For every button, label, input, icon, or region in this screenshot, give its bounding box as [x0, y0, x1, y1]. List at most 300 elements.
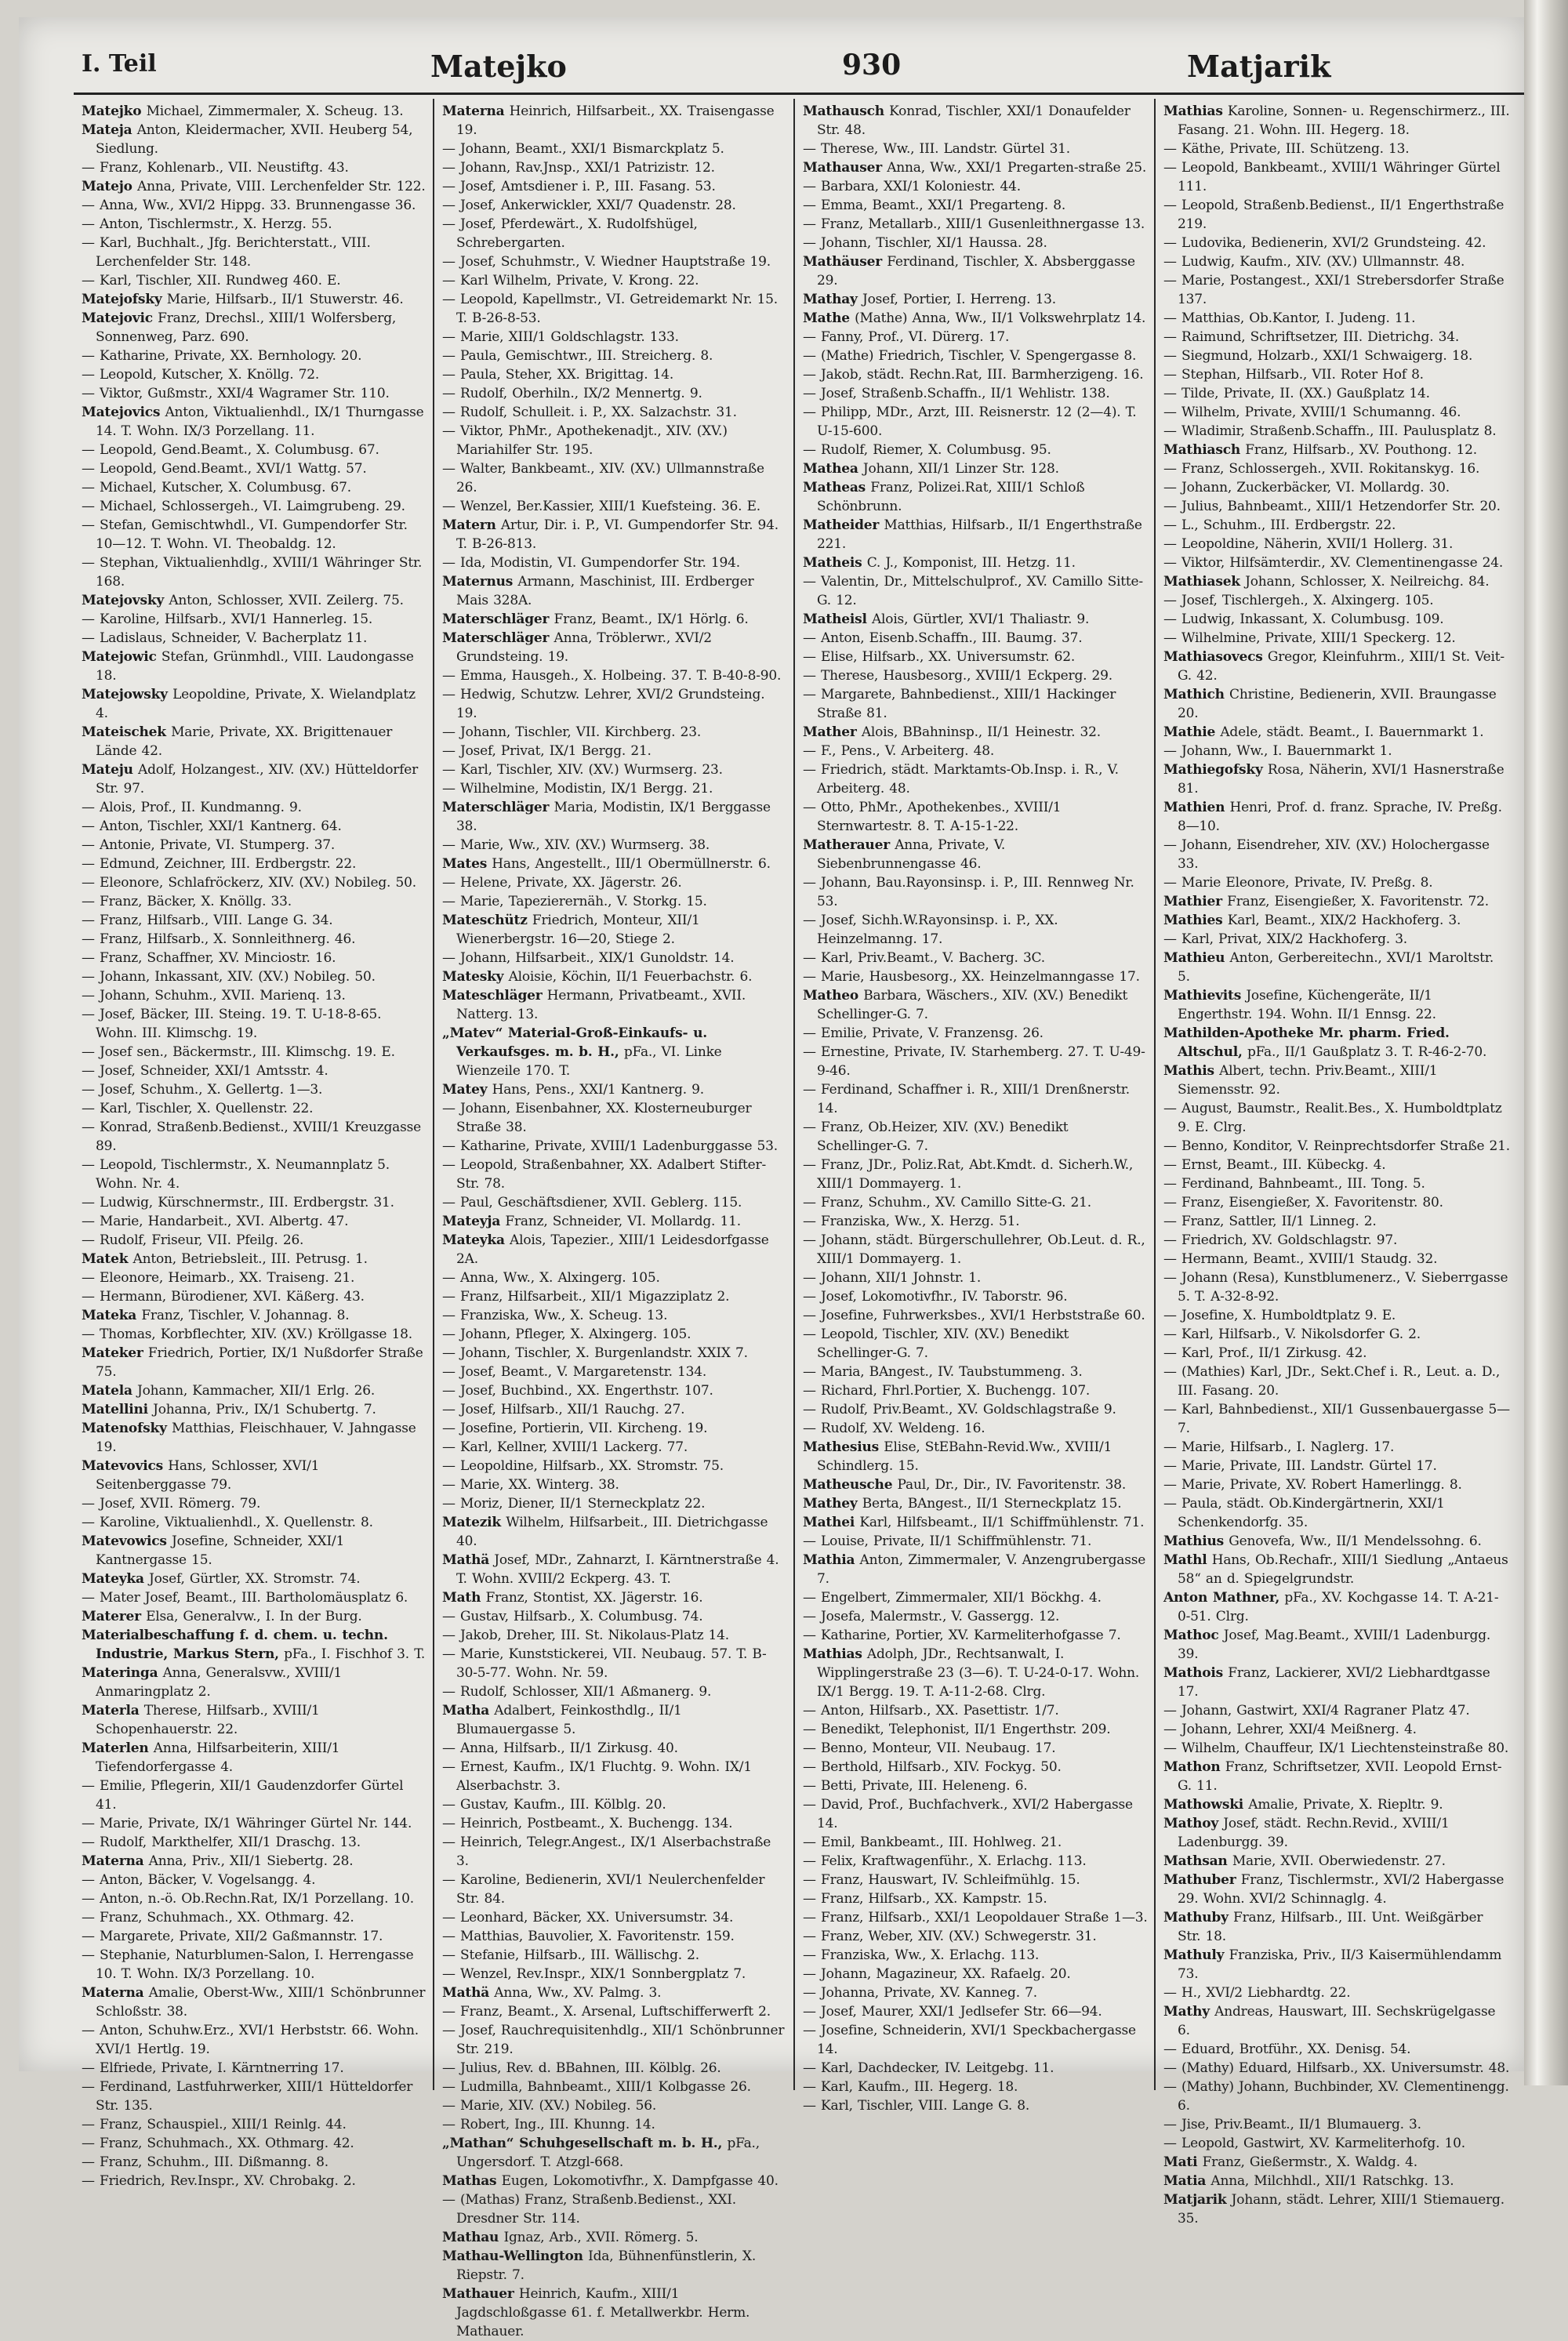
entry-surname: Mateschläger — [442, 988, 543, 1004]
entry-surname: Mathievits — [1163, 988, 1242, 1004]
directory-entry — [442, 347, 787, 365]
directory-entry — [1163, 1193, 1510, 1212]
directory-entry — [442, 723, 787, 742]
entry-details: — Paula, Gemischtwr., III. Streicherg. 8. — [442, 348, 713, 364]
directory-entry — [82, 1664, 426, 1701]
entry-surname: Mathau-Wellington — [442, 2248, 583, 2264]
entry-details: — Barbara, XXI/1 Koloniestr. 44. — [803, 179, 1021, 194]
directory-entry — [803, 798, 1148, 836]
directory-entry — [442, 1080, 787, 1099]
directory-entry — [82, 760, 426, 798]
directory-entry — [82, 855, 426, 873]
directory-entry — [442, 572, 787, 610]
entry-details: — Raimund, Schriftsetzer, III. Dietrichg. 34. — [1163, 329, 1460, 345]
directory-entry — [803, 1268, 1148, 1287]
entry-details: — Josef, Bäcker, III. Steing. 19. T. U-18-8-65. Wohn. III. Klimschg. 19. — [82, 1007, 382, 1041]
entry-details: — Johann, Ww., I. Bauernmarkt 1. — [1163, 743, 1392, 759]
directory-entry — [803, 1156, 1148, 1193]
directory-entry — [1163, 1325, 1510, 1344]
entry-details: — David, Prof., Buchfachverk., XVI/2 Habergasse 14. — [803, 1797, 1133, 1831]
entry-details: Genovefa, Ww., II/1 Mendelssohng. 6. — [1229, 1533, 1482, 1549]
entry-details: — Alois, Prof., II. Kundmanng. 9. — [82, 800, 302, 815]
entry-surname: Mateja — [82, 122, 132, 138]
directory-entry — [803, 949, 1148, 967]
directory-entry — [82, 1946, 426, 1983]
entry-details: — Viktor, PhMr., Apothekenadjt., XIV. (XV.) Mariahilfer Str. 195. — [442, 423, 728, 458]
directory-entry — [442, 855, 787, 873]
entry-details: — (Mathas) Franz, Straßenb.Bedienst., XXI. Dresdner Str. 114. — [442, 2192, 736, 2227]
entry-surname: Matejowic — [82, 649, 157, 665]
entry-details: Leopoldine, Private, X. Wielandplatz 4. — [96, 687, 416, 721]
entry-details: — Marie, XX. Winterg. 38. — [442, 1477, 619, 1493]
directory-entry — [442, 1400, 787, 1419]
entry-details: Alois, Gürtler, XVI/1 Thaliastr. 9. — [871, 612, 1090, 627]
entry-details: — Johann, Magazineur, XX. Rafaelg. 20. — [803, 1966, 1071, 1982]
directory-entry — [803, 666, 1148, 685]
entry-surname: Mathiasek — [1163, 574, 1240, 590]
column-3 — [795, 99, 1156, 2114]
entry-details: Adolf, Holzangest., XIV. (XV.) Hütteldorfer Str. 97. — [96, 762, 419, 797]
entry-details: — Franziska, Ww., X. Scheug. 13. — [442, 1308, 668, 1323]
entry-details: — Emma, Hausgeh., X. Holbeing. 37. T. B-40-8-90. — [442, 668, 782, 684]
entry-details: — Franz, Schuhmach., XX. Othmarg. 42. — [82, 1910, 354, 1925]
entry-surname: Mathauer — [442, 2286, 514, 2302]
entry-details: Hans, Angestellt., III/1 Obermüllnerstr. 6. — [492, 856, 771, 872]
directory-entry — [1163, 1946, 1510, 1983]
directory-entry — [803, 1438, 1148, 1475]
entry-details: Hans, Schlosser, XVI/1 Seitenberggasse 79. — [96, 1458, 320, 1493]
entry-details: — Julius, Bahnbeamt., XIII/1 Hetzendorfer Str. 20. — [1163, 499, 1501, 514]
entry-surname: Matejovic — [82, 310, 153, 326]
entry-surname: Matheisl — [803, 612, 867, 627]
directory-entry — [442, 2021, 787, 2059]
directory-entry — [82, 365, 426, 384]
entry-details: — Ferdinand, Bahnbeamt., III. Tong. 5. — [1163, 1176, 1425, 1192]
entry-details: — Johann, Hilfsarbeit., XIX/1 Gunoldstr. 14. — [442, 950, 735, 966]
entry-details: — Karl, Prof., II/1 Zirkusg. 42. — [1163, 1345, 1367, 1361]
entry-details: Heinrich, Hilfsarbeit., XX. Traisengasse 19. — [456, 103, 775, 138]
directory-entry — [803, 986, 1148, 1024]
directory-entry — [442, 798, 787, 836]
entry-details: Karl, Beamt., XIX/2 Hackhoferg. 3. — [1227, 913, 1461, 928]
entry-details: — Stephanie, Naturblumen-Salon, I. Herrengasse 10. T. Wohn. IX/3 Porzellang. 10. — [82, 1947, 414, 1982]
entry-details: — Matthias, Bauvolier, X. Favoritenstr. 159. — [442, 1929, 735, 1944]
entry-details: — Josef, Maurer, XXI/1 Jedlsefer Str. 66—94. — [803, 2004, 1102, 2020]
directory-entry — [1163, 1137, 1510, 1156]
directory-entry — [82, 986, 426, 1005]
entry-surname: Matheusche — [803, 1477, 893, 1493]
directory-entry — [803, 1024, 1148, 1043]
entry-details: — Leopoldine, Näherin, XVII/1 Hollerg. 31. — [1163, 536, 1454, 552]
directory-entry — [82, 2153, 426, 2172]
entry-details: — Franz, Schuhmach., XX. Othmarg. 42. — [82, 2136, 354, 2151]
entry-details: — Felix, Kraftwagenführ., X. Erlachg. 113. — [803, 1853, 1087, 1869]
entry-details: Hans, Pens., XXI/1 Kantnerg. 9. — [492, 1082, 704, 1098]
directory-entry — [442, 1965, 787, 1983]
entry-surname: Mathias — [803, 1646, 862, 1662]
entry-surname: Mathea — [803, 461, 858, 477]
entry-details: — Wilhelmine, Modistin, IX/1 Bergg. 21. — [442, 781, 713, 797]
directory-entry — [82, 1983, 426, 2021]
entry-surname: Mathie — [1163, 724, 1216, 740]
directory-entry — [82, 591, 426, 610]
entry-details: — Emilie, Private, V. Franzensg. 26. — [803, 1025, 1044, 1041]
directory-entry — [803, 723, 1148, 742]
entry-details: Josef, Gürtler, XX. Stromstr. 74. — [149, 1571, 361, 1587]
entry-details: — Engelbert, Zimmermaler, XII/1 Böckhg. 4. — [803, 1590, 1102, 1606]
directory-entry — [82, 441, 426, 459]
entry-details: — Ernst, Beamt., III. Kübeckg. 4. — [1163, 1157, 1386, 1173]
directory-entry — [803, 2021, 1148, 2059]
directory-entry — [82, 2172, 426, 2190]
entry-details: — Gustav, Hilfsarb., X. Columbusg. 74. — [442, 1609, 703, 1624]
entry-surname: Mathis — [1163, 1063, 1214, 1079]
directory-entry — [442, 403, 787, 422]
entry-details: Rosa, Näherin, XVI/1 Hasnerstraße 81. — [1178, 762, 1504, 797]
entry-details: — (Mathy) Johann, Buchbinder, XV. Clementinengg. 6. — [1163, 2079, 1509, 2114]
directory-entry — [82, 629, 426, 648]
entry-surname: Mateischek — [82, 724, 166, 740]
entry-details: — Walter, Bankbeamt., XIV. (XV.) Ullmannstraße 26. — [442, 461, 764, 495]
entry-details: — Benno, Konditor, V. Reinprechtsdorfer Straße 21. — [1163, 1138, 1510, 1154]
entry-surname: Mather — [803, 724, 857, 740]
entry-details: — Betti, Private, III. Heleneng. 6. — [803, 1778, 1028, 1794]
entry-details: — Marie, Handarbeit., XVI. Albertg. 47. — [82, 1214, 349, 1229]
directory-entry — [442, 158, 787, 177]
directory-entry — [442, 1833, 787, 1871]
directory-entry — [442, 1551, 787, 1588]
entry-details: — Gustav, Kaufm., III. Kölblg. 20. — [442, 1797, 666, 1813]
directory-entry — [803, 1494, 1148, 1513]
directory-entry — [82, 949, 426, 967]
directory-entry — [442, 271, 787, 290]
entry-surname: Matejovics — [82, 405, 161, 420]
entry-details: — Therese, Ww., III. Landstr. Gürtel 31. — [803, 141, 1071, 157]
directory-entry — [1163, 760, 1510, 798]
directory-entry — [1163, 441, 1510, 459]
directory-entry — [82, 1287, 426, 1306]
entry-surname: Mathau — [442, 2230, 499, 2245]
entry-details: Ignaz, Arb., XVII. Römerg. 5. — [503, 2230, 699, 2245]
directory-entry — [803, 1645, 1148, 1701]
directory-entry — [442, 779, 787, 798]
directory-entry — [442, 836, 787, 855]
directory-entry — [1163, 685, 1510, 723]
directory-entry — [82, 1306, 426, 1325]
directory-entry — [442, 2228, 787, 2247]
entry-details: — Marie, Private, XV. Robert Hamerlingg. 8. — [1163, 1477, 1462, 1493]
entry-surname: Mathäuser — [803, 254, 882, 270]
entry-details: Ida, Bühnenfünstlerin, X. Riepstr. 7. — [456, 2248, 757, 2283]
directory-entry — [82, 271, 426, 290]
entry-details: Elise, StEBahn-Revid.Ww., XVIII/1 Schindlerg. 15. — [817, 1439, 1112, 1474]
page-header — [82, 41, 1524, 88]
entry-details: — Valentin, Dr., Mittelschulprof., XV. Camillo Sitte-G. 12. — [803, 574, 1143, 608]
entry-surname: Matherauer — [803, 837, 890, 853]
entry-details: — Franz, Beamt., X. Arsenal, Luftschifferwerft 2. — [442, 2004, 771, 2020]
entry-details: — Leopold, Gend.Beamt., XVI/1 Wattg. 57. — [82, 461, 367, 477]
directory-entry — [82, 2134, 426, 2153]
directory-entry — [803, 1908, 1148, 1927]
entry-details: — Hermann, Bürodiener, XVI. Käßerg. 43. — [82, 1289, 365, 1305]
last-keyword: Matjarik — [1187, 49, 1331, 84]
entry-surname: Materialbeschaffung f. d. chem. u. techn. Industrie, Markus Stern, — [82, 1628, 388, 1662]
directory-entry — [1163, 196, 1510, 234]
entry-details: Friedrich, Monteur, XII/1 Wienerbergstr. 16—20, Stiege 2. — [456, 913, 700, 947]
directory-entry — [803, 648, 1148, 666]
entry-details: Johann, Kammacher, XII/1 Erlg. 26. — [137, 1383, 376, 1399]
entry-details: — Maria, BAngest., IV. Taubstummeng. 3. — [803, 1364, 1083, 1380]
directory-entry — [442, 2115, 787, 2134]
directory-entry — [442, 196, 787, 215]
directory-entry — [1163, 158, 1510, 196]
entry-details: — Johann, XII/1 Johnstr. 1. — [803, 1270, 982, 1286]
directory-entry — [442, 2078, 787, 2096]
entry-details: — Jise, Priv.Beamt., II/1 Blumauerg. 3. — [1163, 2117, 1421, 2132]
entry-details: Franz, Beamt., IX/1 Hörlg. 6. — [554, 612, 749, 627]
directory-entry — [442, 1156, 787, 1193]
entry-details: — Marie, XIV. (XV.) Nobileg. 56. — [442, 2098, 657, 2114]
directory-entry — [1163, 234, 1510, 252]
column-1 — [74, 99, 434, 2189]
entry-details: — Josef, Schuhmstr., V. Wiedner Hauptstraße 19. — [442, 254, 771, 270]
directory-entry — [1163, 648, 1510, 685]
directory-entry — [82, 1513, 426, 1532]
directory-entry — [803, 102, 1148, 140]
directory-entry — [1163, 2040, 1510, 2059]
directory-entry — [803, 1983, 1148, 2002]
entry-details: — Marie, Private, IX/1 Währinger Gürtel Nr. 144. — [82, 1816, 412, 1831]
entry-details: Hans, Ob.Rechafr., XIII/1 Siedlung „Antaeus 58“ an d. Spiegelgrundstr. — [1178, 1552, 1508, 1587]
directory-entry — [803, 742, 1148, 760]
entry-details: Josef, städt. Rechn.Revid., XVIII/1 Ladenburgg. 39. — [1178, 1816, 1450, 1850]
directory-entry — [442, 742, 787, 760]
directory-entry — [803, 1720, 1148, 1739]
entry-details: — Karoline, Viktualienhdl., X. Quellenstr. 8. — [82, 1515, 373, 1530]
entry-details: — Franz, Hauswart, IV. Schleifmühlg. 15. — [803, 1872, 1080, 1888]
directory-page — [19, 17, 1524, 2339]
directory-entry — [803, 629, 1148, 648]
directory-entry — [1163, 2078, 1510, 2115]
entry-details: — Stefanie, Hilfsarb., III. Wällischg. 2. — [442, 1947, 699, 1963]
entry-surname: Matia — [1163, 2173, 1207, 2189]
entry-details: — Franz, Schauspiel., XIII/1 Reinlg. 44. — [82, 2117, 347, 2132]
directory-entry — [442, 1814, 787, 1833]
entry-details: — Franziska, Ww., X. Herzg. 51. — [803, 1214, 1020, 1229]
entry-details: — Wladimir, Straßenb.Schaffn., III. Paulusplatz 8. — [1163, 423, 1497, 439]
entry-details: — Ludwig, Kaufm., XIV. (XV.) Ullmannstr. 48. — [1163, 254, 1465, 270]
directory-entry — [803, 403, 1148, 441]
entry-surname: Materna — [82, 1985, 144, 2001]
entry-details: Franz, Lackierer, XVI/2 Liebhardtgasse 17. — [1178, 1665, 1490, 1700]
entry-details: — Josefine, Schneiderin, XVI/1 Speckbachergasse 14. — [803, 2023, 1136, 2057]
entry-details: Anton, Schlosser, XVII. Zeilerg. 75. — [169, 593, 404, 608]
entry-surname: Matejowsky — [82, 687, 168, 702]
directory-entry — [803, 309, 1148, 328]
entry-details: — Karl, Tischler, XII. Rundweg 460. E. — [82, 273, 341, 289]
entry-details: Michael, Zimmermaler, X. Scheug. 13. — [146, 103, 404, 119]
entry-details: Josefine, Schneider, XXI/1 Kantnergasse 15. — [96, 1533, 345, 1568]
directory-entry — [82, 967, 426, 986]
entry-details: Andreas, Hauswart, III. Sechskrügelgasse 6. — [1178, 2004, 1496, 2038]
directory-entry — [803, 967, 1148, 986]
directory-entry — [803, 365, 1148, 384]
directory-entry — [82, 121, 426, 158]
entry-details: — Matthias, Ob.Kantor, I. Judeng. 11. — [1163, 310, 1416, 326]
directory-entry — [82, 1607, 426, 1626]
entry-details: — Louise, Private, II/1 Schiffmühlenstr. 71. — [803, 1533, 1092, 1549]
directory-entry — [803, 1212, 1148, 1231]
directory-entry — [803, 1419, 1148, 1438]
entry-surname: Mateka — [82, 1308, 137, 1323]
entry-details: — Johann, Inkassant, XIV. (XV.) Nobileg. 50. — [82, 969, 376, 985]
entry-details: Franz, Drechsl., XIII/1 Wolfersberg, Sonnenweg, Parz. 690. — [96, 310, 397, 345]
entry-details: — Josef, Pferdewärt., X. Rudolfshügel, Schrebergarten. — [442, 216, 698, 251]
directory-entry — [1163, 2172, 1510, 2190]
entry-details: — Karl, Tischler, X. Quellenstr. 22. — [82, 1101, 314, 1116]
entry-details: — Fanny, Prof., VI. Dürerg. 17. — [803, 329, 1010, 345]
directory-entry — [1163, 1475, 1510, 1494]
entry-details: Albert, techn. Priv.Beamt., XIII/1 Siemensstr. 92. — [1178, 1063, 1438, 1098]
entry-details: — Paul, Geschäftsdiener, XVII. Geblerg. 115. — [442, 1195, 742, 1210]
entry-details: Aloisie, Köchin, II/1 Feuerbachstr. 6. — [508, 969, 753, 985]
directory-entry — [442, 1588, 787, 1607]
entry-details: — Josefine, Portierin, VII. Kircheng. 19. — [442, 1421, 708, 1436]
entry-details: — Konrad, Straßenb.Bedienst., XVIII/1 Kreuzgasse 89. — [82, 1120, 422, 1154]
entry-details: Gregor, Kleinfuhrm., XIII/1 St. Veit-G. 42. — [1178, 649, 1504, 684]
entry-details: — Johann, Gastwirt, XXI/4 Ragraner Platz 47. — [1163, 1703, 1470, 1719]
entry-surname: Matevovics — [82, 1458, 163, 1474]
entry-details: Franz, Polizei.Rat, XIII/1 Schloß Schönbrunn. — [817, 480, 1085, 514]
entry-details: Anna, Ww., XV. Palmg. 3. — [494, 1985, 662, 2001]
directory-entry — [1163, 1626, 1510, 1664]
directory-entry — [442, 2096, 787, 2115]
entry-details: — Eleonore, Heimarb., XX. Traiseng. 21. — [82, 1270, 355, 1286]
entry-details: — Franz, Hilfsarbeit., XII/1 Migazziplatz 2. — [442, 1289, 730, 1305]
entry-details: — Philipp, MDr., Arzt, III. Reisnerstr. 12 (2—4). T. U-15-600. — [803, 405, 1137, 439]
entry-details: Henri, Prof. d. franz. Sprache, IV. Preßg. 8—10. — [1178, 800, 1502, 834]
directory-entry — [442, 1363, 787, 1381]
entry-details: — Johann, Schuhm., XVII. Marienq. 13. — [82, 988, 346, 1004]
directory-entry — [803, 1475, 1148, 1494]
entry-details: — Marie, XIII/1 Goldschlagstr. 133. — [442, 329, 679, 345]
directory-entry — [82, 723, 426, 760]
entry-details: — Rudolf, Riemer, X. Columbusg. 95. — [803, 442, 1051, 458]
entry-details: — Rudolf, Priv.Beamt., XV. Goldschlagstraße 9. — [803, 1402, 1116, 1417]
directory-entry — [1163, 252, 1510, 271]
entry-details: Matthias, Fleischhauer, V. Jahngasse 19. — [96, 1421, 416, 1455]
entry-details: Karl, Hilfsbeamt., II/1 Schiffmühlenstr. 71. — [859, 1515, 1145, 1530]
entry-details: — Viktor, Gußmstr., XXI/4 Wagramer Str. 110. — [82, 386, 390, 401]
entry-details: — Johann, Pfleger, X. Alxingerg. 105. — [442, 1327, 691, 1342]
directory-entry — [1163, 629, 1510, 648]
directory-entry — [803, 1363, 1148, 1381]
entry-details: — Rudolf, XV. Weldeng. 16. — [803, 1421, 985, 1436]
directory-entry — [803, 1626, 1148, 1645]
entry-details: — Leonhard, Bäcker, XX. Universumstr. 34. — [442, 1910, 734, 1925]
entry-surname: Mathuly — [1163, 1947, 1225, 1963]
entry-details: — Helene, Private, XX. Jägerstr. 26. — [442, 875, 682, 891]
entry-details: Johann, Schlosser, X. Neilreichg. 84. — [1245, 574, 1490, 590]
directory-entry — [1163, 1231, 1510, 1250]
entry-details: Alois, BBahninsp., II/1 Heinestr. 32. — [861, 724, 1101, 740]
directory-entry — [803, 572, 1148, 610]
entry-details: — Wilhelmine, Private, XIII/1 Speckerg. 12. — [1163, 630, 1456, 646]
directory-entry — [82, 2021, 426, 2059]
entry-details: Anna, Priv., XII/1 Siebertg. 28. — [148, 1853, 354, 1869]
directory-entry — [803, 347, 1148, 365]
entry-surname: Mathausch — [803, 103, 884, 119]
directory-entry — [803, 1080, 1148, 1118]
entry-details: — Stephan, Viktualienhdlg., XVIII/1 Währinger Str. 168. — [82, 555, 423, 590]
entry-details: — Josef, Buchbind., XX. Engerthstr. 107. — [442, 1383, 713, 1399]
entry-surname: Matheo — [803, 988, 859, 1004]
directory-entry — [442, 384, 787, 403]
entry-details: — Hermann, Beamt., XVIII/1 Staudg. 32. — [1163, 1251, 1438, 1267]
entry-details: — Josef, Beamt., V. Margaretenstr. 134. — [442, 1364, 707, 1380]
directory-entry — [442, 102, 787, 140]
directory-entry — [442, 1137, 787, 1156]
directory-entry — [1163, 535, 1510, 553]
entry-details: — Ludovika, Bedienerin, XVI/2 Grundsteing. 42. — [1163, 235, 1486, 251]
entry-details: — (Mathe) Friedrich, Tischler, V. Spengergasse 8. — [803, 348, 1137, 364]
entry-surname: Mathe — [803, 310, 850, 326]
entry-details: — Johanna, Private, XV. Kanneg. 7. — [803, 1985, 1037, 2001]
entry-details: — Margarete, Bahnbedienst., XIII/1 Hackinger Straße 81. — [803, 687, 1116, 721]
directory-entry — [1163, 2190, 1510, 2228]
entry-details: — Friedrich, Rev.Inspr., XV. Chrobakg. 2. — [82, 2173, 356, 2189]
directory-entry — [82, 1231, 426, 1250]
directory-entry — [82, 817, 426, 836]
directory-entry — [442, 1381, 787, 1400]
entry-surname: Mathowski — [1163, 1797, 1244, 1813]
entry-details: Hermann, Privatbeamt., XVII. Natterg. 13. — [456, 988, 746, 1022]
directory-entry — [442, 2247, 787, 2285]
entry-details: — Heinrich, Telegr.Angest., IX/1 Alserbachstraße 3. — [442, 1835, 771, 1869]
entry-details: — Marie, Hausbesorg., XX. Heinzelmanngasse 17. — [803, 969, 1140, 985]
entry-details: Anna, Private, V. Siebenbrunnengasse 46. — [817, 837, 1006, 872]
entry-details: — Josef, Schuhm., X. Gellertg. 1—3. — [82, 1082, 323, 1098]
directory-entry — [82, 384, 426, 403]
entry-details: — Johann, Lehrer, XXI/4 Meißnerg. 4. — [1163, 1722, 1417, 1737]
entry-details: — Johann, Eisendreher, XIV. (XV.) Holochergasse 33. — [1163, 837, 1490, 872]
entry-details: Anna, Hilfsarbeiterin, XIII/1 Tiefendorfergasse 4. — [96, 1740, 340, 1775]
entry-details: Josef, MDr., Zahnarzt, I. Kärntnerstraße 4. T. Wohn. XVIII/2 Eckperg. 43. T. — [456, 1552, 779, 1587]
directory-entry — [82, 553, 426, 591]
entry-details: — Benno, Monteur, VII. Neubaug. 17. — [803, 1740, 1056, 1756]
directory-entry — [442, 1457, 787, 1475]
directory-entry — [803, 2096, 1148, 2115]
entry-details: — Josef, Ankerwickler, XXI/7 Quadenstr. 28. — [442, 198, 736, 213]
directory-entry — [1163, 478, 1510, 497]
directory-entry — [1163, 1174, 1510, 1193]
entry-details: — Ludwig, Inkassant, X. Columbusg. 109. — [1163, 612, 1444, 627]
entry-details: Anton, Kleidermacher, XVII. Heuberg 54, Siedlung. — [96, 122, 413, 157]
directory-entry — [82, 1419, 426, 1457]
directory-entry — [803, 140, 1148, 158]
directory-entry — [82, 1193, 426, 1212]
directory-entry — [803, 2059, 1148, 2078]
entry-surname: Mathies — [1163, 913, 1223, 928]
directory-entry — [1163, 1363, 1510, 1400]
column-4 — [1156, 99, 1516, 2227]
directory-entry — [442, 1287, 787, 1306]
directory-entry — [82, 2115, 426, 2134]
entry-details: Eugen, Lokomotivfhr., X. Dampfgasse 40. — [501, 2173, 779, 2189]
entry-surname: Matenofsky — [82, 1421, 167, 1436]
entry-details: — Rudolf, Oberhiln., IX/2 Mennertg. 9. — [442, 386, 702, 401]
directory-entry — [82, 685, 426, 723]
